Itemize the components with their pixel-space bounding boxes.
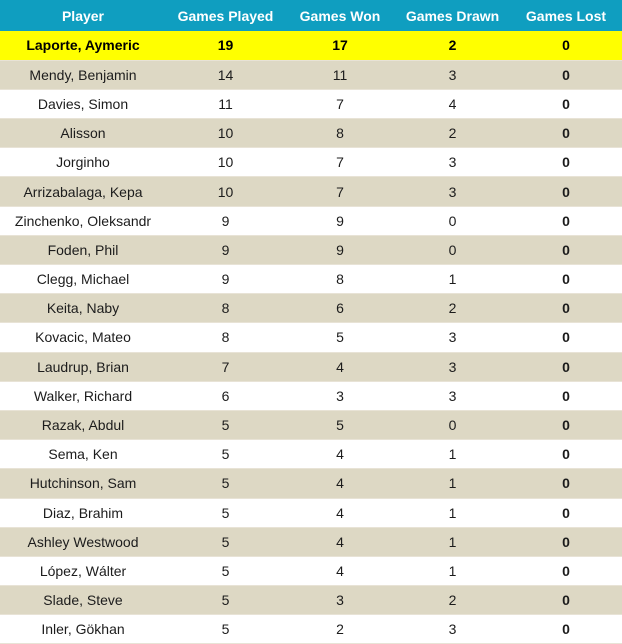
cell-player: Arrizabalaga, Kepa <box>0 177 166 206</box>
cell-games-won: 11 <box>285 60 395 89</box>
cell-games-won: 4 <box>285 469 395 498</box>
table-row <box>0 352 622 381</box>
cell-games-drawn: 3 <box>395 323 510 352</box>
cell-player: Slade, Steve <box>0 586 166 615</box>
table-row <box>0 31 622 60</box>
table-row <box>0 60 622 89</box>
cell-games-won: 3 <box>285 586 395 615</box>
cell-games-won: 8 <box>285 265 395 294</box>
cell-games-lost: 0 <box>510 89 622 118</box>
cell-games-lost: 0 <box>510 119 622 148</box>
cell-player: López, Wálter <box>0 556 166 585</box>
cell-games-drawn: 0 <box>395 410 510 439</box>
cell-games-won: 7 <box>285 177 395 206</box>
table-row <box>0 265 622 294</box>
cell-games-lost: 0 <box>510 235 622 264</box>
cell-games-played: 8 <box>166 323 285 352</box>
cell-games-lost: 0 <box>510 352 622 381</box>
header-player: Player <box>61 7 105 24</box>
cell-games-played: 5 <box>166 440 285 469</box>
cell-games-won: 5 <box>285 323 395 352</box>
table-row <box>0 410 622 439</box>
table-row <box>0 556 622 585</box>
cell-games-drawn: 3 <box>395 60 510 89</box>
cell-games-played: 8 <box>166 294 285 323</box>
cell-games-drawn: 3 <box>395 352 510 381</box>
cell-games-won: 7 <box>285 89 395 118</box>
cell-player: Alisson <box>0 119 166 148</box>
cell-player: Keita, Naby <box>0 294 166 323</box>
cell-player: Hutchinson, Sam <box>0 469 166 498</box>
cell-games-played: 5 <box>166 498 285 527</box>
header-games-played: Games Played <box>177 7 274 24</box>
cell-games-drawn: 0 <box>395 206 510 235</box>
cell-games-played: 10 <box>166 177 285 206</box>
cell-games-won: 4 <box>285 352 395 381</box>
cell-games-lost: 0 <box>510 148 622 177</box>
cell-games-drawn: 0 <box>395 235 510 264</box>
cell-games-drawn: 3 <box>395 148 510 177</box>
cell-games-drawn: 2 <box>395 586 510 615</box>
table-row <box>0 440 622 469</box>
cell-player: Razak, Abdul <box>0 410 166 439</box>
cell-games-won: 7 <box>285 148 395 177</box>
cell-player: Kovacic, Mateo <box>0 323 166 352</box>
table-row <box>0 89 622 118</box>
cell-games-lost: 0 <box>510 31 622 60</box>
cell-games-won: 4 <box>285 556 395 585</box>
cell-games-played: 9 <box>166 235 285 264</box>
cell-games-won: 8 <box>285 119 395 148</box>
cell-games-played: 10 <box>166 119 285 148</box>
cell-player: Laudrup, Brian <box>0 352 166 381</box>
table-row <box>0 498 622 527</box>
cell-games-lost: 0 <box>510 586 622 615</box>
cell-games-lost: 0 <box>510 60 622 89</box>
cell-games-lost: 0 <box>510 265 622 294</box>
cell-games-lost: 0 <box>510 556 622 585</box>
cell-games-drawn: 1 <box>395 440 510 469</box>
cell-games-won: 3 <box>285 381 395 410</box>
cell-player: Clegg, Michael <box>0 265 166 294</box>
cell-games-lost: 0 <box>510 381 622 410</box>
cell-player: Diaz, Brahim <box>0 498 166 527</box>
cell-games-drawn: 2 <box>395 294 510 323</box>
cell-games-lost: 0 <box>510 177 622 206</box>
cell-games-lost: 0 <box>510 323 622 352</box>
cell-games-played: 5 <box>166 469 285 498</box>
cell-games-drawn: 3 <box>395 615 510 644</box>
cell-games-lost: 0 <box>510 206 622 235</box>
cell-games-drawn: 1 <box>395 556 510 585</box>
cell-games-lost: 0 <box>510 615 622 644</box>
cell-games-won: 5 <box>285 410 395 439</box>
cell-games-won: 4 <box>285 527 395 556</box>
cell-player: Mendy, Benjamin <box>0 60 166 89</box>
cell-games-drawn: 3 <box>395 177 510 206</box>
cell-games-played: 7 <box>166 352 285 381</box>
cell-player: Zinchenko, Oleksandr <box>0 206 166 235</box>
cell-games-played: 5 <box>166 586 285 615</box>
cell-games-drawn: 1 <box>395 469 510 498</box>
cell-games-drawn: 1 <box>395 265 510 294</box>
header-games-drawn: Games Drawn <box>405 7 500 24</box>
table-row <box>0 615 622 644</box>
table-row <box>0 586 622 615</box>
cell-games-won: 6 <box>285 294 395 323</box>
header-games-lost: Games Lost <box>525 7 607 24</box>
table-row <box>0 381 622 410</box>
cell-games-played: 5 <box>166 556 285 585</box>
table-row <box>0 119 622 148</box>
cell-games-lost: 0 <box>510 294 622 323</box>
table-row <box>0 469 622 498</box>
cell-games-drawn: 3 <box>395 381 510 410</box>
cell-games-lost: 0 <box>510 498 622 527</box>
cell-games-lost: 0 <box>510 527 622 556</box>
cell-player: Jorginho <box>0 148 166 177</box>
header-row <box>0 0 622 31</box>
cell-games-won: 4 <box>285 440 395 469</box>
table-row <box>0 206 622 235</box>
table-row <box>0 148 622 177</box>
cell-player: Walker, Richard <box>0 381 166 410</box>
cell-games-drawn: 2 <box>395 119 510 148</box>
cell-games-drawn: 1 <box>395 527 510 556</box>
cell-games-played: 6 <box>166 381 285 410</box>
cell-games-played: 10 <box>166 148 285 177</box>
cell-games-won: 4 <box>285 498 395 527</box>
cell-games-lost: 0 <box>510 410 622 439</box>
cell-games-won: 9 <box>285 206 395 235</box>
table-row <box>0 527 622 556</box>
cell-games-played: 5 <box>166 527 285 556</box>
cell-games-won: 2 <box>285 615 395 644</box>
cell-games-played: 9 <box>166 265 285 294</box>
cell-player: Inler, Gökhan <box>0 615 166 644</box>
cell-games-won: 17 <box>285 31 395 60</box>
table-row <box>0 323 622 352</box>
cell-player: Ashley Westwood <box>0 527 166 556</box>
cell-games-played: 5 <box>166 410 285 439</box>
cell-games-lost: 0 <box>510 469 622 498</box>
cell-games-played: 14 <box>166 60 285 89</box>
cell-games-played: 9 <box>166 206 285 235</box>
cell-games-drawn: 1 <box>395 498 510 527</box>
cell-games-drawn: 2 <box>395 31 510 60</box>
table-row <box>0 294 622 323</box>
cell-games-drawn: 4 <box>395 89 510 118</box>
cell-player: Laporte, Aymeric <box>0 31 166 60</box>
table-row <box>0 177 622 206</box>
cell-games-played: 19 <box>166 31 285 60</box>
cell-games-lost: 0 <box>510 440 622 469</box>
table-body <box>0 31 622 644</box>
cell-games-played: 5 <box>166 615 285 644</box>
cell-games-played: 11 <box>166 89 285 118</box>
cell-player: Foden, Phil <box>0 235 166 264</box>
header-games-won: Games Won <box>299 7 381 24</box>
cell-player: Sema, Ken <box>0 440 166 469</box>
cell-player: Davies, Simon <box>0 89 166 118</box>
cell-games-won: 9 <box>285 235 395 264</box>
table-row <box>0 235 622 264</box>
